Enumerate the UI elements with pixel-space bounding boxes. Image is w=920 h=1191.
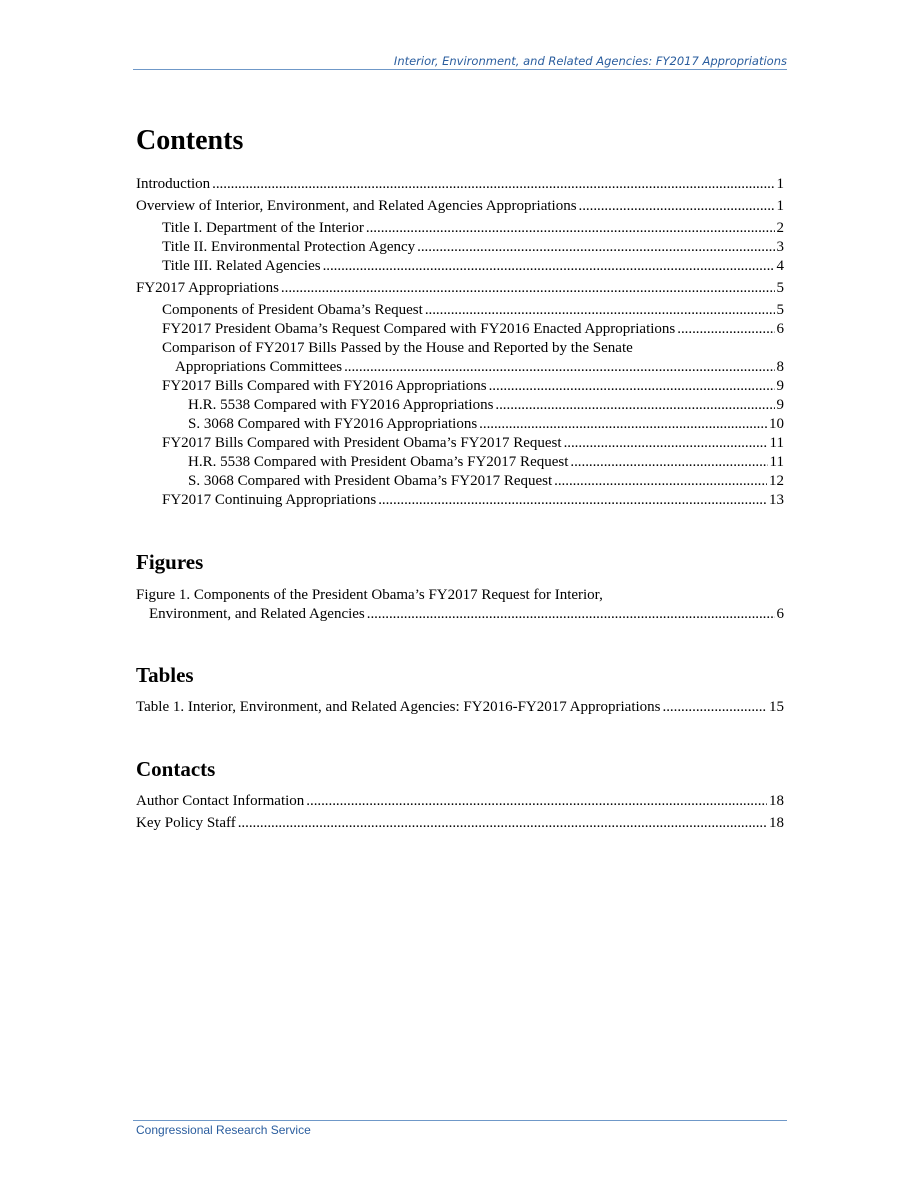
dot-leader xyxy=(489,377,775,396)
dot-leader xyxy=(579,197,775,216)
figures-list xyxy=(136,586,784,624)
toc-entry[interactable] xyxy=(136,377,784,396)
toc-label: Title III. Related Agencies xyxy=(162,258,321,274)
toc-page-number: 15 xyxy=(769,699,784,715)
toc-page-number: 11 xyxy=(769,435,784,451)
tables-title: Tables xyxy=(136,663,194,687)
toc-entry[interactable] xyxy=(136,301,784,320)
toc-page-number: 9 xyxy=(776,378,784,394)
toc-entry[interactable] xyxy=(136,320,784,339)
dot-leader xyxy=(344,358,774,377)
toc-page-number: 5 xyxy=(776,302,784,318)
toc-entry[interactable] xyxy=(136,792,784,811)
toc-entry[interactable] xyxy=(136,238,784,257)
toc-page-number: 1 xyxy=(776,176,784,192)
dot-leader xyxy=(564,434,768,453)
toc-label: S. 3068 Compared with President Obama’s FY2017 Request xyxy=(188,473,553,489)
toc-entry[interactable] xyxy=(136,814,784,833)
toc-label: Key Policy Staff xyxy=(136,815,236,831)
dot-leader xyxy=(425,301,775,320)
toc-page-number: 4 xyxy=(776,258,784,274)
contacts-title: Contacts xyxy=(136,757,216,781)
dot-leader xyxy=(366,219,775,238)
dot-leader xyxy=(495,396,774,415)
toc-page-number: 6 xyxy=(776,606,784,622)
toc-page-number: 9 xyxy=(776,397,784,413)
toc-label: S. 3068 Compared with FY2016 Appropriations xyxy=(188,416,478,432)
toc-label: Author Contact Information xyxy=(136,793,305,809)
toc-entry[interactable] xyxy=(136,453,784,472)
dot-leader xyxy=(323,257,775,276)
toc-label: H.R. 5538 Compared with President Obama’s FY2017 Request xyxy=(188,454,569,470)
toc-entry[interactable] xyxy=(136,279,784,298)
toc-label: FY2017 Appropriations xyxy=(136,280,279,296)
toc-page-number: 10 xyxy=(769,416,784,432)
toc-page-number: 11 xyxy=(769,454,784,470)
toc-label: FY2017 Continuing Appropriations xyxy=(162,492,377,508)
footer-rule xyxy=(133,1120,787,1121)
header-rule xyxy=(133,69,787,70)
toc-entry[interactable] xyxy=(136,339,784,377)
figures-title: Figures xyxy=(136,550,204,574)
tables-list xyxy=(136,698,784,717)
toc-entry[interactable] xyxy=(136,396,784,415)
toc-page-number: 2 xyxy=(776,220,784,236)
toc-page-number: 3 xyxy=(776,239,784,255)
running-header: Interior, Environment, and Related Agencies: FY2017 Appropriations xyxy=(393,54,787,68)
dot-leader xyxy=(306,792,767,811)
dot-leader xyxy=(367,605,775,624)
dot-leader xyxy=(378,491,767,510)
dot-leader xyxy=(663,698,767,717)
toc-page-number: 18 xyxy=(769,793,784,809)
toc-page-number: 12 xyxy=(769,473,784,489)
toc-page-number: 18 xyxy=(769,815,784,831)
toc-entry[interactable] xyxy=(136,219,784,238)
dot-leader xyxy=(479,415,767,434)
dot-leader xyxy=(212,175,774,194)
contacts-list xyxy=(136,792,784,833)
toc-label: H.R. 5538 Compared with FY2016 Appropriations xyxy=(188,397,494,413)
toc-entry[interactable] xyxy=(136,415,784,434)
dot-leader xyxy=(238,814,767,833)
toc-page-number: 6 xyxy=(776,321,784,337)
dot-leader xyxy=(554,472,767,491)
toc-entry[interactable] xyxy=(136,491,784,510)
dot-leader xyxy=(570,453,767,472)
footer-organization: Congressional Research Service xyxy=(136,1123,311,1137)
toc-label: Title II. Environmental Protection Agency xyxy=(162,239,416,255)
toc-label: Overview of Interior, Environment, and Related Agencies Appropriations xyxy=(136,198,577,214)
toc-page-number: 13 xyxy=(769,492,784,508)
toc-entry[interactable] xyxy=(136,472,784,491)
toc-label: FY2017 Bills Compared with FY2016 Appropriations xyxy=(162,378,487,394)
toc-entry[interactable] xyxy=(136,698,784,717)
toc-entry[interactable] xyxy=(136,586,784,624)
toc-page-number: 8 xyxy=(776,359,784,375)
toc-label: Title I. Department of the Interior xyxy=(162,220,364,236)
toc-entry[interactable] xyxy=(136,257,784,276)
toc-label: Introduction xyxy=(136,176,211,192)
toc-label: Table 1. Interior, Environment, and Related Agencies: FY2016-FY2017 Appropriations xyxy=(136,699,661,715)
toc-label-line1: Figure 1. Components of the President Obama’s FY2017 Request for Interior, xyxy=(136,587,603,603)
contents-title: Contents xyxy=(136,125,244,156)
toc-entry[interactable] xyxy=(136,175,784,194)
toc-entry[interactable] xyxy=(136,434,784,453)
toc-page-number: 1 xyxy=(776,198,784,214)
toc-label-line1: Comparison of FY2017 Bills Passed by the House and Reported by the Senate xyxy=(162,340,633,356)
contents-list xyxy=(136,175,784,510)
dot-leader xyxy=(281,279,775,298)
dot-leader xyxy=(677,320,774,339)
toc-page-number: 5 xyxy=(776,280,784,296)
toc-label: Components of President Obama’s Request xyxy=(162,302,423,318)
toc-label-line2: Appropriations Committees xyxy=(175,359,343,375)
dot-leader xyxy=(417,238,774,257)
toc-label: FY2017 President Obama’s Request Compared with FY2016 Enacted Appropriations xyxy=(162,321,676,337)
toc-label: FY2017 Bills Compared with President Obama’s FY2017 Request xyxy=(162,435,562,451)
toc-entry[interactable] xyxy=(136,197,784,216)
toc-label-line2: Environment, and Related Agencies xyxy=(149,606,365,622)
